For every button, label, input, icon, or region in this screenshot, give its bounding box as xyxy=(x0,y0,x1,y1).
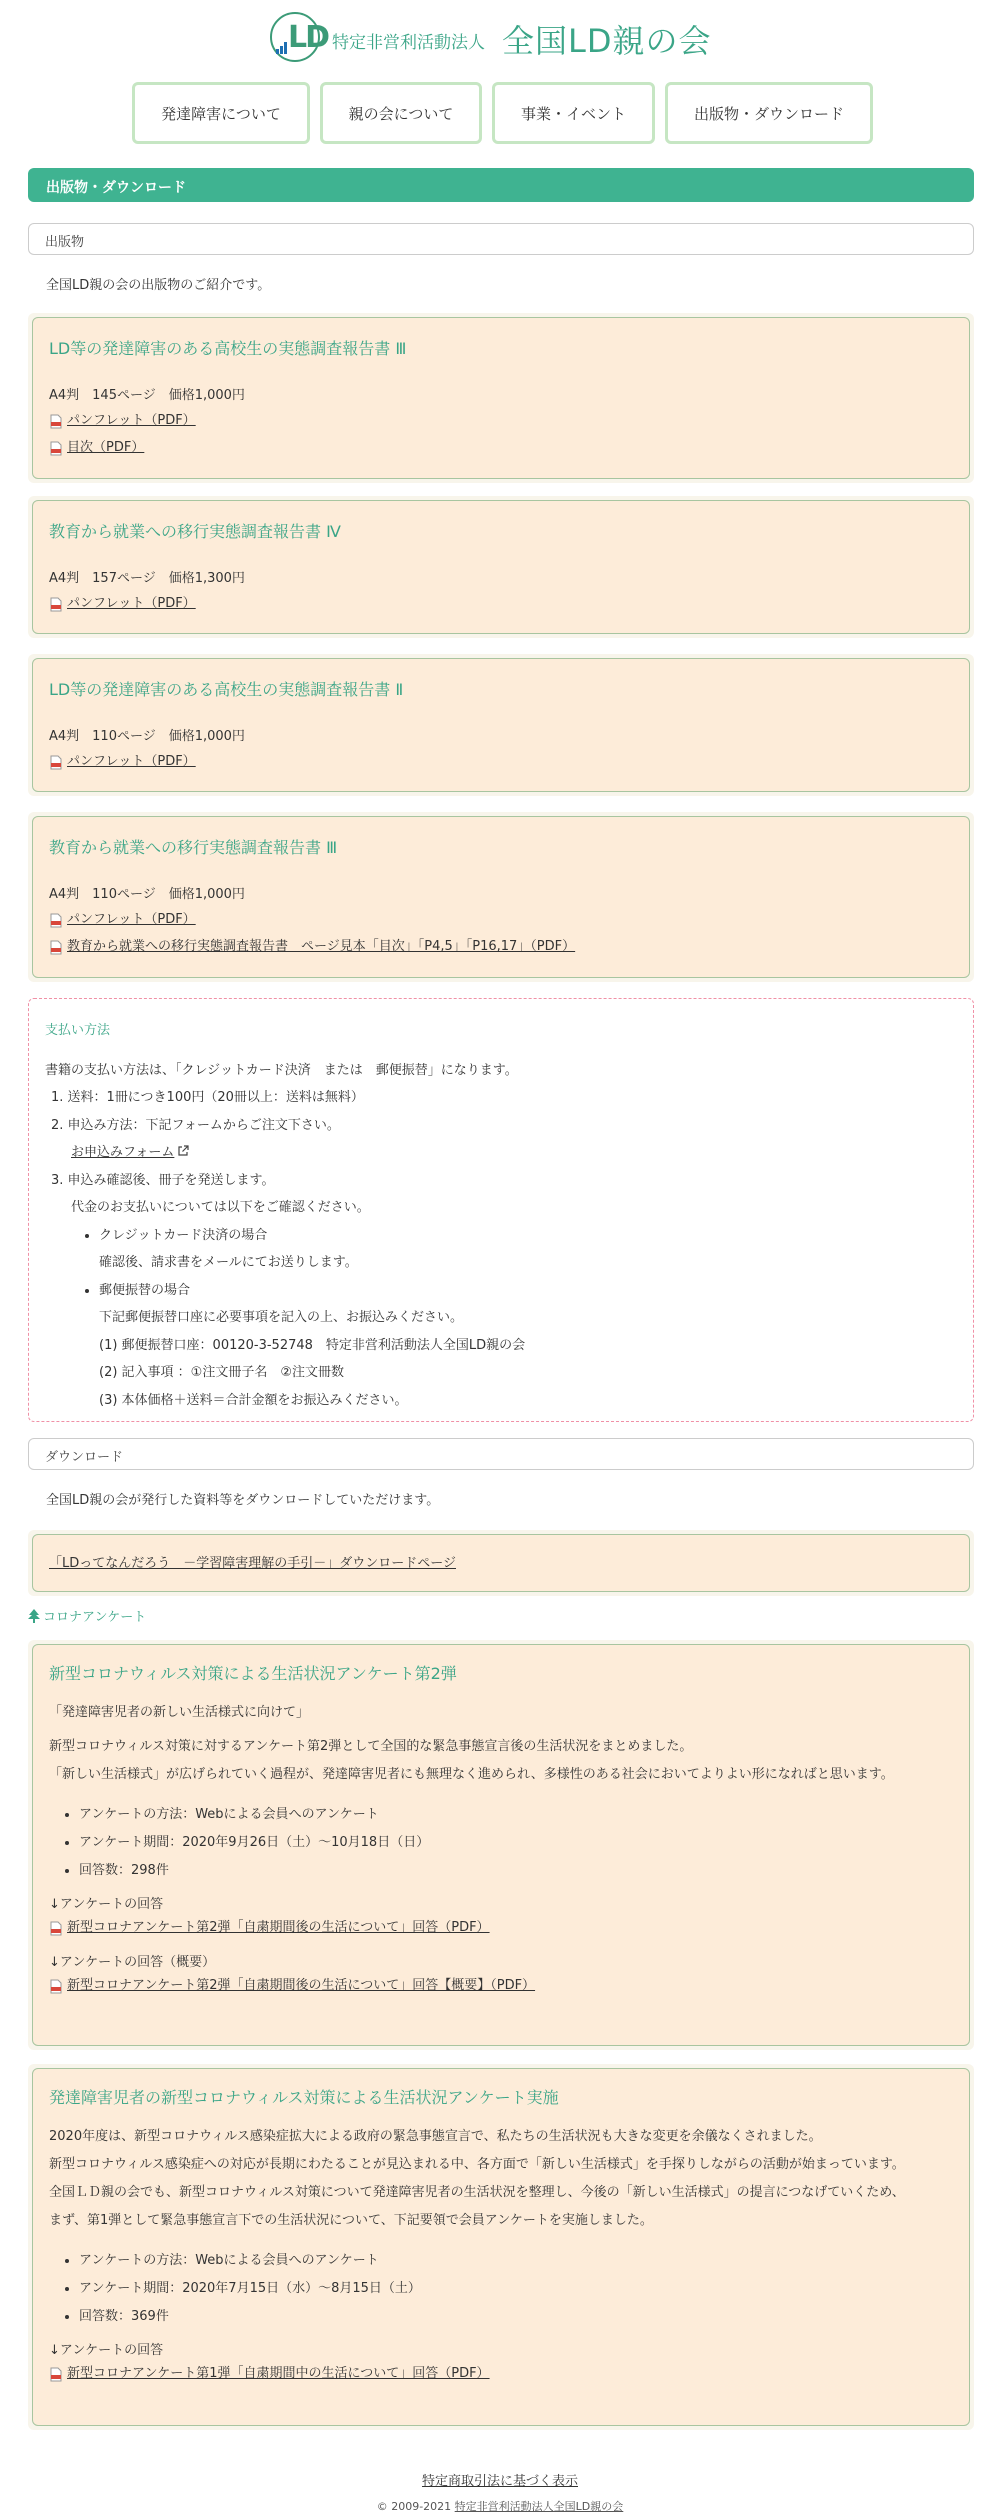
survey-answer-label: ↓アンケートの回答 xyxy=(49,2343,164,2359)
pdf-icon xyxy=(49,1979,63,1994)
site-logo[interactable] xyxy=(270,12,329,64)
publication-meta: A4判 110ページ 価格1,000円 xyxy=(49,729,245,745)
postal-amount: (3) 本体価格＋送料＝合計金額をお振込みください。 xyxy=(99,1392,408,1408)
survey-title: 新型コロナウィルス対策による生活状況アンケート第2弾 xyxy=(49,1664,457,1683)
survey1-answer-pdf-link[interactable]: 新型コロナアンケート第1弾「自粛期間中の生活について」回答（PDF） xyxy=(67,2366,490,2382)
order-form-row xyxy=(45,1139,957,1167)
survey-details xyxy=(79,2247,953,2331)
pamphlet-pdf-link[interactable]: パンフレット（PDF） xyxy=(67,596,196,612)
payment-lead: 書籍の支払い方法は、「クレジットカード決済 または 郵便振替」になります。 xyxy=(45,1062,518,1078)
download-card xyxy=(28,1530,974,1596)
payment-methods-list xyxy=(99,1277,957,1305)
publication-meta: A4判 110ページ 価格1,000円 xyxy=(49,887,245,903)
postal-transfer-note: 下記郵便振替口座に必要事項を記入の上、お振込みください。 xyxy=(99,1310,464,1325)
payment-box xyxy=(28,998,974,1422)
pdf-icon xyxy=(49,913,63,928)
survey-period: • アンケート期間：2020年7月15日（水）～8月15日（土） xyxy=(79,2275,953,2303)
sample-pages-pdf-link[interactable]: 教育から就業への移行実態調査報告書 ページ見本「目次」「P4,5」「P16,17」（PDF） xyxy=(67,939,576,955)
commercial-law-link[interactable]: 特定商取引法に基づく表示 xyxy=(421,2474,578,2489)
copyright-org-link[interactable]: 特定非営利活動法人全国LD親の会 xyxy=(454,2500,624,2513)
copyright xyxy=(0,2498,1000,2514)
pdf-link-row xyxy=(49,911,953,929)
publication-title: 教育から就業への移行実態調査報告書 Ⅳ xyxy=(49,522,341,541)
nav-about-association[interactable]: 親の会について xyxy=(320,82,482,144)
pdf-icon xyxy=(49,940,63,955)
publication-title: LD等の発達障害のある高校生の実態調査報告書 Ⅱ xyxy=(49,680,404,699)
pdf-link-row xyxy=(49,753,953,771)
survey-paragraph: 新型コロナウィルス対策に対するアンケート第2弾として全国的な緊急事態宣言後の生活状況をまとめました。 xyxy=(49,1739,693,1755)
survey-subtitle: 「発達障害児者の新しい生活様式に向けて」 xyxy=(49,1705,310,1721)
org-type: 特定非営利活動法人 xyxy=(332,33,485,53)
survey-count: • 回答数：298件 xyxy=(79,1857,953,1885)
publication-card xyxy=(28,812,974,982)
publication-card xyxy=(28,496,974,638)
pdf-icon xyxy=(49,2367,63,2382)
corona-survey-label: コロナアンケート xyxy=(43,1610,147,1625)
payment-step-1: 1. 送料：1冊につき100円（20冊以上：送料は無料） xyxy=(51,1090,364,1105)
survey-method: • アンケートの方法：Webによる会員へのアンケート xyxy=(79,2247,953,2275)
publication-title: 教育から就業への移行実態調査報告書 Ⅲ xyxy=(49,838,338,857)
order-form-link[interactable]: お申込みフォーム xyxy=(71,1145,175,1160)
survey-paragraph: 新型コロナウィルス感染症への対応が長期にわたることが見込まれる中、各方面で「新しい生活様式」を手探りしながらの活動が始まっています。 xyxy=(49,2157,905,2173)
survey-answer-label: ↓アンケートの回答 xyxy=(49,1897,164,1913)
pdf-link-row xyxy=(49,412,953,430)
payment-methods-list xyxy=(99,1222,957,1250)
toc-pdf-link[interactable]: 目次（PDF） xyxy=(67,440,145,456)
payment-step-3-note: 代金のお支払いについては以下をご確認ください。 xyxy=(71,1200,370,1215)
survey-card xyxy=(28,2064,974,2430)
payment-step-2: 2. 申込み方法：下記フォームからご注文下さい。 xyxy=(51,1117,340,1133)
section-title: 出版物・ダウンロード xyxy=(28,168,974,202)
survey-paragraph: 「新しい生活様式」が広げられていく過程が、発達障害児者にも無理なく進められ、多様性のある社会においてよりよい形になればと思います。 xyxy=(49,1767,894,1783)
postal-transfer-title: • 郵便振替の場合 xyxy=(99,1277,957,1305)
survey-title: 発達障害児者の新型コロナウィルス対策による生活状況アンケート実施 xyxy=(49,2088,559,2107)
external-link-icon xyxy=(177,1145,189,1157)
survey-paragraph: まず、第1弾として緊急事態宣言下での生活状況について、下記要領で会員アンケートを実施しました。 xyxy=(49,2213,653,2229)
nav-publications[interactable]: 出版物・ダウンロード xyxy=(665,82,873,144)
survey-period: • アンケート期間：2020年9月26日（土）～10月18日（日） xyxy=(79,1829,953,1857)
site-header xyxy=(0,0,1000,70)
nav-developmental-disorders[interactable]: 発達障害について xyxy=(132,82,310,144)
pdf-icon xyxy=(49,441,63,456)
survey-card xyxy=(28,1640,974,2050)
tree-icon xyxy=(28,1609,40,1623)
publication-card xyxy=(28,654,974,796)
logo-mark: LD xyxy=(288,20,329,55)
postal-fields: (2) 記入事項 ：①注文冊子名 ②注文冊数 xyxy=(99,1365,344,1380)
credit-card-note: 確認後、請求書をメールにてお送りします。 xyxy=(99,1255,358,1270)
pdf-link-row xyxy=(49,938,953,956)
pdf-link-row xyxy=(49,1919,953,1937)
pamphlet-pdf-link[interactable]: パンフレット（PDF） xyxy=(67,754,196,770)
publication-card xyxy=(28,313,974,483)
download-heading: ダウンロード xyxy=(28,1438,974,1470)
survey-details xyxy=(79,1801,953,1885)
footer-legal xyxy=(0,2470,1000,2489)
pdf-icon xyxy=(49,1921,63,1936)
download-intro: 全国LD親の会が発行した資料等をダウンロードしていただけます。 xyxy=(46,1493,440,1508)
pdf-link-row xyxy=(49,2365,953,2383)
pamphlet-pdf-link[interactable]: パンフレット（PDF） xyxy=(67,413,196,429)
pdf-icon xyxy=(49,755,63,770)
survey-count: • 回答数：369件 xyxy=(79,2303,953,2331)
survey-paragraph: 2020年度は、新型コロナウィルス感染症拡大による政府の緊急事態宣言で、私たちの生活状況も大きな変更を余儀なくされました。 xyxy=(49,2129,822,2145)
payment-title: 支払い方法 xyxy=(45,1023,111,1038)
publications-heading: 出版物 xyxy=(28,223,974,255)
postal-account: (1) 郵便振替口座：00120-3-52748 特定非営利活動法人全国LD親の会 xyxy=(99,1337,526,1353)
pamphlet-pdf-link[interactable]: パンフレット（PDF） xyxy=(67,912,196,928)
pdf-link-row xyxy=(49,595,953,613)
credit-card-title: • クレジットカード決済の場合 xyxy=(99,1222,957,1250)
nav-events[interactable]: 事業・イベント xyxy=(492,82,655,144)
payment-step-3: 3. 申込み確認後、冊子を発送します。 xyxy=(51,1172,275,1188)
survey2-answer-pdf-link[interactable]: 新型コロナアンケート第2弾「自粛期間後の生活について」回答（PDF） xyxy=(67,1920,490,1936)
copyright-year: © 2009-2021 xyxy=(376,2500,452,2513)
survey-summary-label: ↓アンケートの回答（概要） xyxy=(49,1955,216,1971)
corona-survey-link[interactable] xyxy=(28,1606,146,1625)
main-nav xyxy=(132,82,873,144)
pdf-link-row xyxy=(49,1977,953,1995)
survey2-summary-pdf-link[interactable]: 新型コロナアンケート第2弾「自粛期間後の生活について」回答【概要】（PDF） xyxy=(67,1978,536,1994)
survey-method: • アンケートの方法：Webによる会員へのアンケート xyxy=(79,1801,953,1829)
pdf-icon xyxy=(49,597,63,612)
publication-title: LD等の発達障害のある高校生の実態調査報告書 Ⅲ xyxy=(49,339,407,358)
ld-guide-download-link[interactable]: 「LDってなんだろう －学習障害理解の手引－」ダウンロードページ xyxy=(49,1556,456,1571)
publication-meta: A4判 145ページ 価格1,000円 xyxy=(49,388,245,404)
survey-paragraph: 全国ＬＤ親の会でも、新型コロナウィルス対策について発達障害児者の生活状況を整理し、今後の「新しい生活様式」の提言につなげていくため、 xyxy=(49,2185,905,2201)
pdf-icon xyxy=(49,414,63,429)
publications-intro: 全国LD親の会の出版物のご紹介です。 xyxy=(46,278,271,293)
org-name[interactable]: 全国LD親の会 xyxy=(502,22,712,60)
pdf-link-row xyxy=(49,439,953,457)
publication-meta: A4判 157ページ 価格1,300円 xyxy=(49,571,245,587)
